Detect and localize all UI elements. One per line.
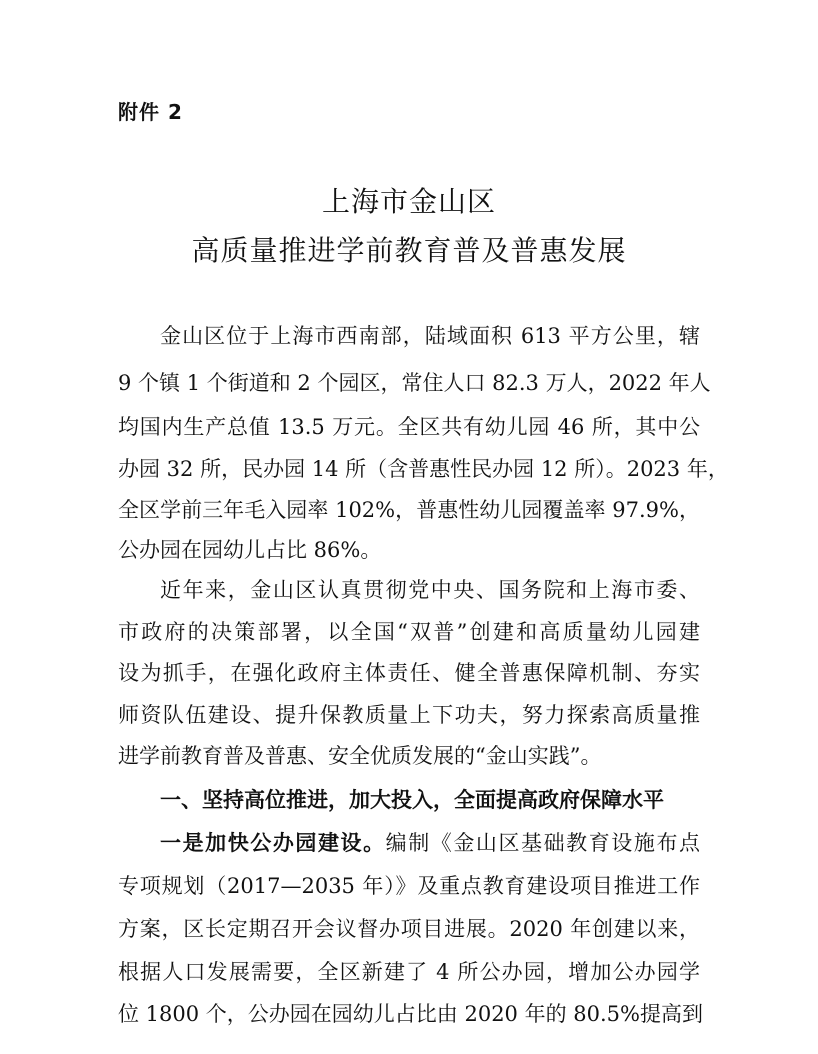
paragraph-1-line: 办园 32 所，民办园 14 所（含普惠性民办园 12 所）。2023 年， — [118, 457, 729, 481]
paragraph-3-line — [160, 823, 700, 863]
paragraph-1-line: 金山区位于上海市西南部，陆域面积 613 平方公里，辖 — [160, 324, 700, 348]
paragraph-3-line: 专项规划（2017—2035 年）》及重点教育建设项目推进工作 — [118, 874, 700, 898]
paragraph-3-first-line-rest: 编制《金山区基础教育设施布点 — [385, 831, 701, 855]
paragraph-1-line: 全区学前三年毛入园率 102%，普惠性幼儿园覆盖率 97.9%， — [118, 498, 700, 522]
paragraph-1-line: 公办园在园幼儿占比 86%。 — [118, 538, 382, 562]
paragraph-3-line: 根据人口发展需要，全区新建了 4 所公办园，增加公办园学 — [118, 960, 700, 984]
paragraph-2-line: 市政府的决策部署，以全国“双普”创建和高质量幼儿园建 — [118, 620, 700, 644]
paragraph-1-line: 均国内生产总值 13.5 万元。全区共有幼儿园 46 所，其中公 — [118, 415, 700, 439]
section-heading: 一、坚持高位推进，加大投入，全面提高政府保障水平 — [160, 788, 664, 812]
document-title-line-1: 上海市金山区 — [321, 185, 496, 218]
document-title-line-2: 高质量推进学前教育普及普惠发展 — [191, 234, 627, 267]
paragraph-2-line: 进学前教育普及普惠、安全优质发展的“金山实践”。 — [118, 744, 602, 768]
paragraph-1-line: 9 个镇 1 个街道和 2 个园区，常住人口 82.3 万人，2022 年人 — [118, 371, 711, 395]
paragraph-3-line: 方案，区长定期召开会议督办项目进展。2020 年创建以来， — [118, 917, 700, 941]
attachment-label: 附件 2 — [118, 100, 183, 124]
paragraph-3-line: 位 1800 个，公办园在园幼儿占比由 2020 年的 80.5%提高到 — [118, 1002, 703, 1026]
paragraph-2-line: 近年来，金山区认真贯彻党中央、国务院和上海市委、 — [160, 578, 700, 602]
paragraph-2-line: 设为抓手，在强化政府主体责任、健全普惠保障机制、夯实 — [118, 661, 700, 685]
paragraph-3-lead: 一是加快公办园建设。 — [160, 830, 386, 855]
paragraph-2-line: 师资队伍建设、提升保教质量上下功夫，努力探索高质量推 — [118, 703, 700, 727]
